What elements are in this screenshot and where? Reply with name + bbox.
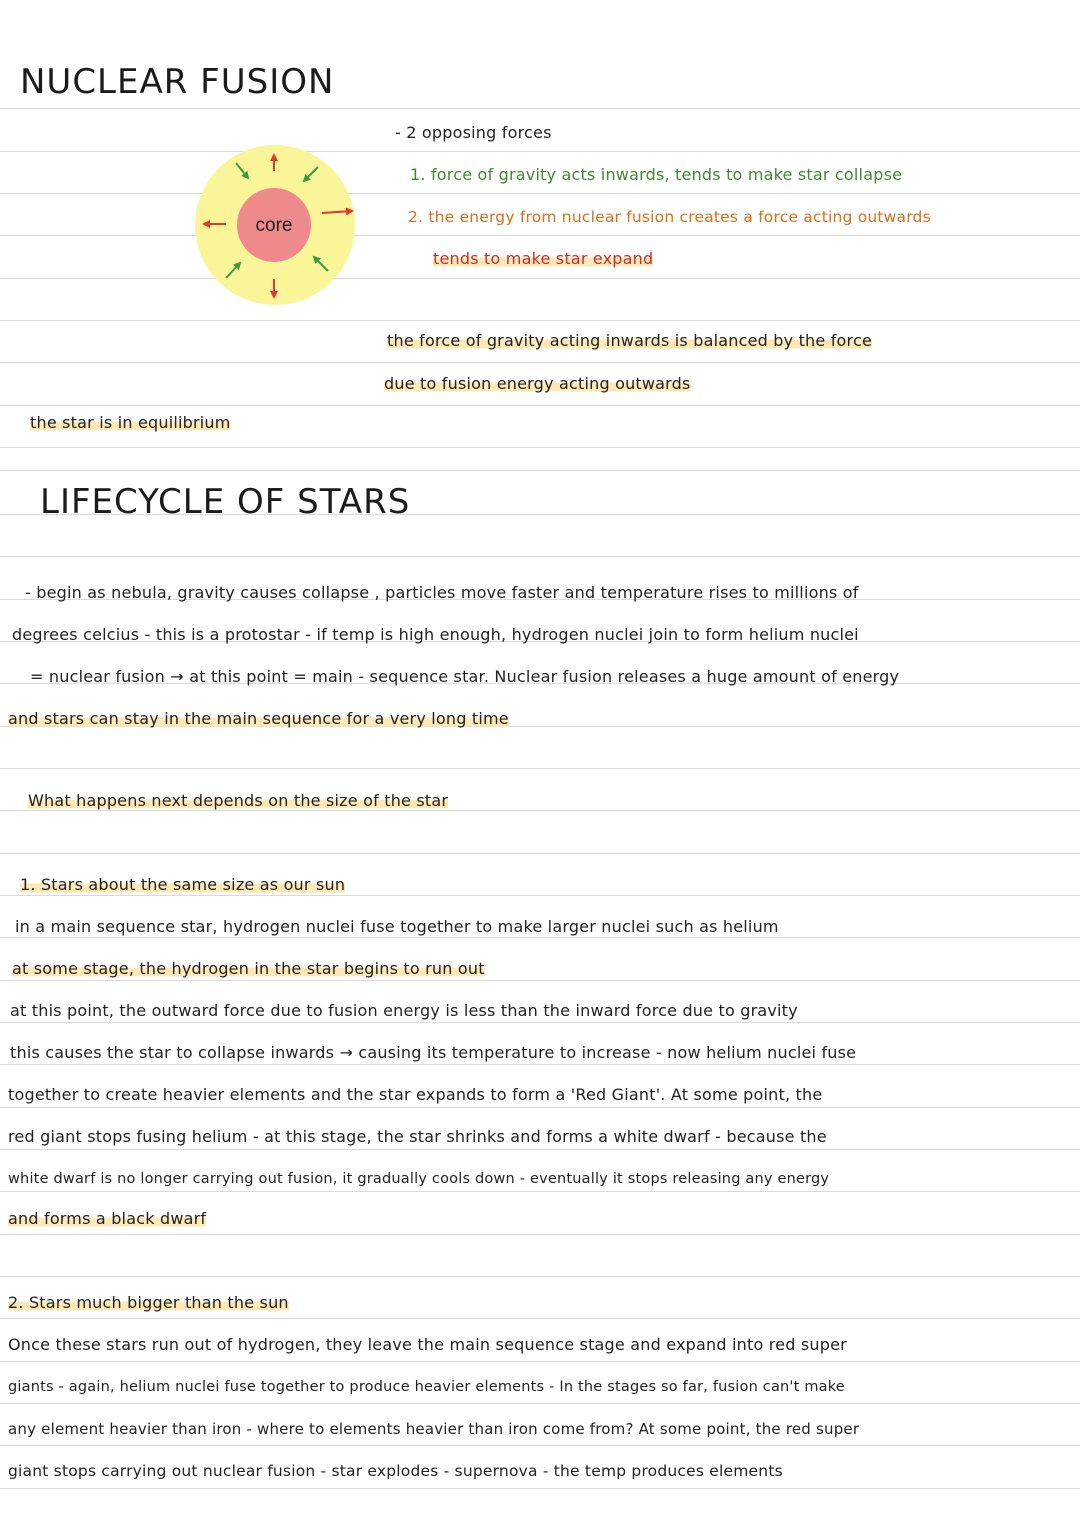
sun-text-line-8: and forms a black dwarf	[8, 1209, 207, 1228]
big-text-line-3: any element heavier than iron - where to elements heavier than iron come from? At some point, the red super	[8, 1420, 860, 1438]
depends-on-size: What happens next depends on the size of the star	[28, 791, 449, 810]
equilibrium-note: the star is in equilibrium	[30, 413, 231, 432]
star-forces-diagram	[180, 133, 370, 323]
sun-text-line-4: this causes the star to collapse inwards → causing its temperature to increase - now helium nuclei fuse	[10, 1043, 857, 1062]
big-text-line-4: giant stops carrying out nuclear fusion - star explodes - supernova - the temp produces elements	[8, 1462, 783, 1480]
intro-line-4: and stars can stay in the main sequence for a very long time	[8, 709, 509, 728]
star-diagram-svg	[180, 133, 370, 323]
balance-line-1: the force of gravity acting inwards is balanced by the force	[387, 331, 873, 350]
sun-text-line-5: together to create heavier elements and the star expands to form a 'Red Giant'. At some point, the	[8, 1085, 823, 1104]
intro-line-2: degrees celcius - this is a protostar - if temp is high enough, hydrogen nuclei join to form helium nuclei	[12, 625, 859, 644]
sun-text-line-6: red giant stops fusing helium - at this stage, the star shrinks and forms a white dwarf - because the	[8, 1127, 827, 1146]
balance-line-2: due to fusion energy acting outwards	[384, 374, 691, 393]
sun-text-line-2: at some stage, the hydrogen in the star begins to run out	[12, 959, 485, 978]
bigger-stars-heading: 2. Stars much bigger than the sun	[8, 1293, 289, 1312]
big-text-line-2: giants - again, helium nuclei fuse together to produce heavier elements - In the stages so far, fusion can't make	[8, 1379, 845, 1395]
sun-text-line-1: in a main sequence star, hydrogen nuclei fuse together to make larger nuclei such as helium	[15, 917, 779, 936]
sun-size-heading: 1. Stars about the same size as our sun	[20, 875, 346, 894]
sun-text-line-3: at this point, the outward force due to fusion energy is less than the inward force due to gravity	[10, 1001, 798, 1020]
section-title-nuclear-fusion: NUCLEAR FUSION	[20, 62, 335, 102]
section-title-lifecycle: LIFECYCLE OF STARS	[40, 482, 411, 522]
force-2-fusion-line2: tends to make star expand	[433, 249, 654, 268]
big-text-line-1: Once these stars run out of hydrogen, they leave the main sequence stage and expand into red super	[8, 1335, 847, 1354]
forces-heading: - 2 opposing forces	[395, 123, 552, 142]
force-2-fusion-line1: 2. the energy from nuclear fusion creates a force acting outwards	[408, 208, 931, 226]
core-label: core	[255, 215, 293, 236]
force-1-gravity: 1. force of gravity acts inwards, tends to make star collapse	[410, 165, 903, 184]
intro-line-3: = nuclear fusion → at this point = main - sequence star. Nuclear fusion releases a huge amount of energy	[30, 667, 900, 686]
intro-line-1: - begin as nebula, gravity causes collapse , particles move faster and temperature rises to millions of	[25, 583, 859, 602]
sun-text-line-7: white dwarf is no longer carrying out fusion, it gradually cools down - eventually it stops releasing any energy	[8, 1171, 830, 1187]
